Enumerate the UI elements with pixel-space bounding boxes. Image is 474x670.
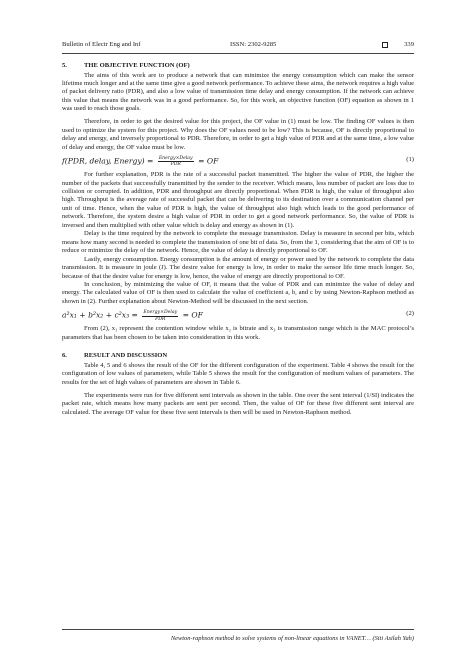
fraction-denominator: PDR xyxy=(155,316,166,322)
journal-name: Bulletin of Electr Eng and Inf xyxy=(62,41,141,48)
running-footer: Newton-raphson method to solve systems of non-linear equations in VANET… (Siti Asilah Yah) xyxy=(170,635,414,642)
footer-rule xyxy=(62,629,414,630)
fraction-numerator: Energy×Delay xyxy=(158,156,193,162)
running-header xyxy=(62,41,414,53)
section-title: RESULT AND DISCUSSION xyxy=(84,352,168,360)
equation-lhs: a²x₁ + b²x₂ + c²x₃ = xyxy=(62,311,138,321)
paragraph: Delay is the time required by the network to complete the message transmission. Delay is measure in second per bits, which means how many second is needed to complete the transmission of one bit of data. So, from the 1, considering that the aim of OF is to reduce or minimize the delay of the network. Hence, the value of delay is directly proportional to OF. xyxy=(62,230,414,255)
section-title: THE OBJECTIVE FUNCTION (OF) xyxy=(84,62,190,69)
square-icon xyxy=(382,42,388,48)
equation-fraction xyxy=(158,156,194,167)
equation-lhs: f(PDR, delay, Energy) = xyxy=(62,156,154,166)
equation-fraction xyxy=(142,310,178,321)
equation-2 xyxy=(62,306,414,325)
equation-rhs: = OF xyxy=(198,156,219,166)
section-6-heading xyxy=(62,352,414,361)
paragraph: For further explanation, PDR is the rate of a successful packet transmitted. The higher the value of PDR, the higher the number of the packets that successfully transmitted by the sender to the receiver. Which means, less number of packet are loss due to collision or corrupted. In addition, PDR and throughput are directly proportional. When PDR is high, the value of throughput also high. Throughput is the average rate of successful packet that can be delivering to its destination over a communication channel per unit of time. Hence, when the value of PDR is high, the value of throughput also high which leads to the good performance of network. Therefore, the system desire a high value of PDR in order to get a good network performance. So, the value of PDR is inversed and then multiplied with other value which is delay and energy as shown in (1). xyxy=(62,171,414,229)
paragraph: From (2), x₁ represent the contention window while x₂ is bitrate and x₃ is transmission range which is the MAC protocol’s parameters that has been chosen to be taken into consideration in this work. xyxy=(62,325,414,341)
issn: ISSN: 2302-9285 xyxy=(230,41,277,48)
paragraph: Therefore, in order to get the desired value for this project, the OF value in (1) must be low. The finding OF values is then used to optimize the system for this project. Why does the OF values need to be low? This is because, OF is directly proportional to delay and energy, and inversely proportional to PDR. Therefore, in order to get a high value of PDR and at the same time, a low value of delay and energy, the OF value must be low. xyxy=(62,118,414,151)
section-5-heading xyxy=(62,62,414,71)
page-number: 339 xyxy=(404,41,414,48)
paragraph: The experiments were run for five different sent intervals as shown in the table. One over the sent interval (1/SI) indicates the packet rate, which means how many packets are sent per second. Then, the value of OF for these five different sent interval are calculated. The average OF value for these five sent intervals is then will be used in Newton-Raphson method. xyxy=(62,391,414,416)
fraction-denominator: PDR xyxy=(170,162,181,168)
equation-1 xyxy=(62,152,414,171)
equation-number: (1) xyxy=(406,156,414,164)
page-body xyxy=(62,62,414,417)
paragraph: In conclusion, by minimizing the value of OF, it means that the value of PDR and can minimize the value of delay and energy. The calculated value of OF is then used to calculate the value of coefficient a, b, and c by using Newton-Raphson method as shown in (2). Further explanation about Newton-Method will be discussed in the next section. xyxy=(62,280,414,305)
header-rule xyxy=(62,53,414,54)
paragraph: Table 4, 5 and 6 shows the result of the OF for the different configuration of the experiment. Table 4 shows the result for the configuration of low values of parameters, while Table 5 shows the result for the configuration of medium values of parameters. The results for the set of high values of parameters are shown in Table 6. xyxy=(62,361,414,386)
equation-rhs: = OF xyxy=(182,311,203,321)
equation-number: (2) xyxy=(406,310,414,318)
paragraph: Lastly, energy consumption. Energy consumption is the amount of energy or power used by the network to complete the data transmission. It is measure in joule (J). The desire value for energy is low, in order to make the sensor life time much longer. So, because of that the desire value for energy is low, hence, the value of energy are directly proportional to OF. xyxy=(62,255,414,280)
section-number: 5. xyxy=(62,62,67,69)
paragraph: The aims of this work are to produce a network that can minimize the energy consumption which can make the sensor lifetime much longer and at the same time give a good network performance. To achieve these aims, the network requires a high value of packet delivery ratio (PDR), and also a low value of transmission time delay and energy consumption. If the network can achieve this value that means the network was in a good performance. So, for this work, an objective function (OF) equation as shown in 1 was used to reach those goals. xyxy=(62,71,414,113)
section-number: 6. xyxy=(62,352,67,360)
fraction-numerator: Energy×Delay xyxy=(143,310,178,316)
